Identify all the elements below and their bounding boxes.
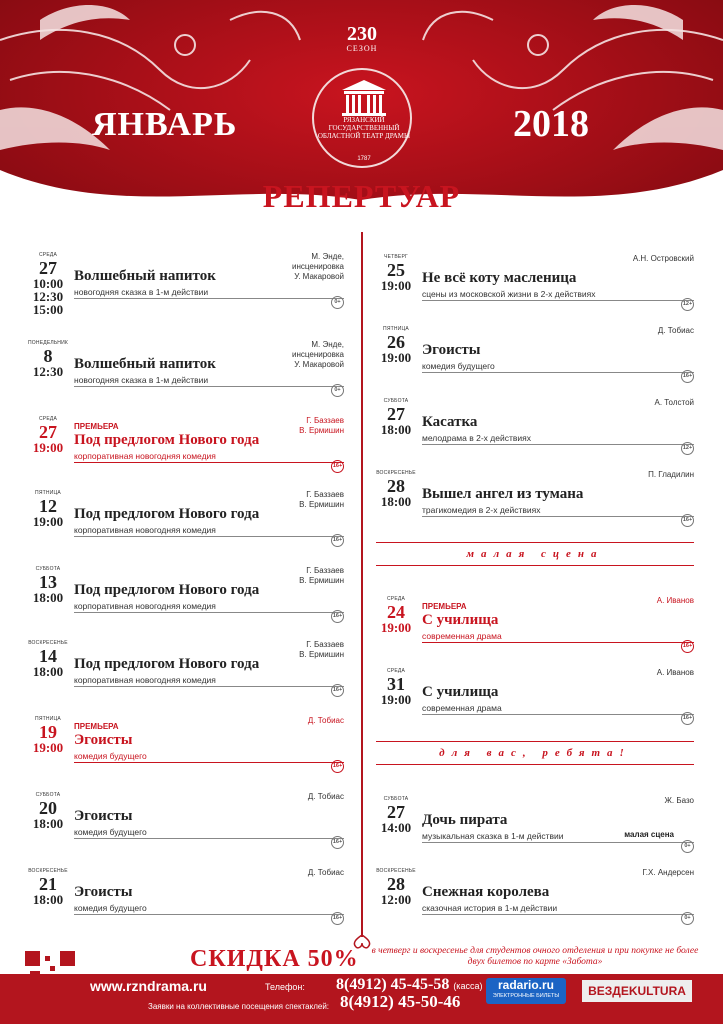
entry-rule [422,300,694,301]
show-time: 19:00 [380,620,412,635]
play-genre: мелодрама в 2-х действиях [422,433,531,443]
author-line: В. Ермишин [299,500,344,509]
entry-date [28,490,68,528]
play-author [648,470,694,480]
play-title: Под предлогом Нового года [74,582,260,598]
website-link[interactable]: www.rzndrama.ru [90,978,207,994]
phone-label: Телефон: [265,982,305,992]
author-line: Г. Баззаев [306,416,344,425]
age-rating-badge: 12+ [681,442,694,455]
play-title: С училища [422,684,499,700]
day-number: 8 [43,346,53,366]
age-rating-badge: 16+ [331,610,344,623]
author-line: Г.Х. Андерсен [642,868,694,877]
day-number: 20 [39,798,57,818]
premiere-badge: ПРЕМЬЕРА [74,422,119,431]
play-author [299,416,344,436]
age-rating-badge: 0+ [331,384,344,397]
author-line: У. Макаровой [294,272,344,281]
author-line: П. Гладилин [648,470,694,479]
day-number: 14 [39,646,57,666]
entry-date [376,668,416,706]
day-number: 27 [387,802,405,822]
play-genre: комедия будущего [422,361,495,371]
weekday: СРЕДА [386,596,405,602]
day-number: 25 [387,260,405,280]
play-genre: корпоративная новогодняя комедия [74,601,216,611]
entry-date [376,398,416,436]
entry-date [28,792,68,830]
play-genre: комедия будущего [74,827,147,837]
play-title: Эгоисты [74,884,133,900]
entry-rule [422,714,694,715]
show-time: 14:00 [380,820,412,835]
play-title: Вышел ангел из тумана [422,486,584,502]
weekday: ПОНЕДЕЛЬНИК [28,340,69,346]
month-label: ЯНВАРЬ [92,106,238,143]
play-genre: трагикомедия в 2-х действиях [422,505,541,515]
play-genre: современная драма [422,631,502,641]
entry-date [376,596,416,634]
day-number: 19 [39,722,57,742]
discount-headline: СКИДКА 50% [190,946,359,972]
author-line: Д. Тобиас [307,868,344,877]
column-divider [361,232,363,937]
entry-date [376,470,416,508]
play-title: Под предлогом Нового года [74,432,260,448]
weekday: ПЯТНИЦА [383,326,409,332]
author-line: А.Н. Островский [632,254,694,263]
weekday: СРЕДА [38,416,57,422]
play-author [657,596,694,606]
play-genre: комедия будущего [74,903,147,913]
radario-logo[interactable] [486,978,566,1004]
author-line: М. Энде, [311,252,344,261]
age-rating-badge: 16+ [331,836,344,849]
author-line: Д. Тобиас [307,792,344,801]
stage-tag: малая сцена [624,830,674,839]
section-small-stage [376,542,694,566]
season-badge [337,24,387,53]
day-number: 21 [39,874,57,894]
weekday: ВОСКРЕСЕНЬЕ [28,868,68,874]
phone-value: 8(4912) 45-45-58 [336,976,450,993]
play-author [308,716,344,726]
show-time: 15:00 [32,302,64,317]
show-time: 19:00 [380,278,412,293]
author-line: Г. Баззаев [306,566,344,575]
entry-rule [74,686,344,687]
section-small-stage-label: малая сцена [466,548,604,560]
author-line: А. Иванов [656,668,694,677]
age-rating-badge: 16+ [681,712,694,725]
weekday: СУББОТА [35,566,61,572]
entry-date [376,326,416,364]
play-genre: сцены из московской жизни в 2-х действиях [422,289,596,299]
age-rating-badge: 12+ [681,298,694,311]
discount-note: в четверг и воскресенье для студентов очного отделения и при покупке не более двух билетов по карте «Забота» [371,946,699,967]
entry-rule [74,762,344,763]
author-line: В. Ермишин [299,576,344,585]
weekday: ВОСКРЕСЕНЬЕ [376,470,416,476]
phone-note: (касса) [453,981,483,991]
play-author [299,490,344,510]
radario-subtitle: ЭЛЕКТРОННЫЕ БИЛЕТЫ [492,993,560,999]
entry-date [376,868,416,906]
day-number: 27 [387,404,405,424]
show-time: 18:00 [32,590,64,605]
section-for-kids-label: для вас, ребята! [439,747,631,759]
age-rating-badge: 16+ [681,640,694,653]
show-time: 18:00 [380,494,412,509]
show-time: 19:00 [380,692,412,707]
entry-date [28,868,68,906]
author-line: Д. Тобиас [657,326,694,335]
entry-rule [74,462,344,463]
author-line: Ж. Базо [664,796,694,805]
play-author [642,868,694,878]
play-title: Эгоисты [74,808,133,824]
play-author [292,340,344,370]
day-number: 12 [39,496,57,516]
author-line: Г. Баззаев [306,490,344,499]
show-time: 12:30 [32,289,64,304]
entry-rule [74,612,344,613]
weekday: СРЕДА [386,668,405,674]
day-number: 31 [387,674,405,694]
play-genre: комедия будущего [74,751,147,761]
play-genre: сказочная история в 1-м действии [422,903,558,913]
play-genre: корпоративная новогодняя комедия [74,451,216,461]
entry-date [28,640,68,678]
entry-rule [74,298,344,299]
author-line: М. Энде, [311,340,344,349]
season-number: 230 [347,23,377,45]
theatre-building-icon [314,70,414,120]
day-number: 27 [39,258,57,278]
age-rating-badge: 16+ [331,534,344,547]
play-genre: современная драма [422,703,502,713]
play-genre: корпоративная новогодняя комедия [74,525,216,535]
entry-date [376,796,416,834]
author-line: В. Ермишин [299,426,344,435]
weekday: СУББОТА [383,398,409,404]
show-time: 10:00 [32,276,64,291]
age-rating-badge: 16+ [331,760,344,773]
show-time: 12:00 [380,892,412,907]
show-time: 12:30 [32,364,64,379]
age-rating-badge: 0+ [331,296,344,309]
weekday: СУББОТА [35,792,61,798]
play-title: Касатка [422,414,478,430]
premiere-badge: ПРЕМЬЕРА [74,722,119,731]
entry-rule [74,386,344,387]
author-line: А. Толстой [654,398,694,407]
show-time: 19:00 [32,514,64,529]
play-genre: корпоративная новогодняя комедия [74,675,216,685]
group-booking-phone[interactable]: 8(4912) 45-50-46 [340,992,461,1011]
play-author [633,254,694,264]
play-author [308,792,344,802]
entry-date [28,416,68,454]
weekday: ВОСКРЕСЕНЬЕ [376,868,416,874]
day-number: 24 [387,602,405,622]
premiere-badge: ПРЕМЬЕРА [422,602,467,611]
day-number: 28 [387,476,405,496]
play-title: Снежная королева [422,884,550,900]
weekday: ЧЕТВЕРГ [384,254,408,260]
play-title: Дочь пирата [422,812,508,828]
play-author [299,640,344,660]
founded-year: 1787 [357,156,371,162]
entry-rule [74,838,344,839]
day-number: 13 [39,572,57,592]
show-time: 18:00 [32,664,64,679]
show-time: 19:00 [32,740,64,755]
play-title: Эгоисты [74,732,133,748]
play-title: Не всё коту масленица [422,270,577,286]
entry-rule [74,914,344,915]
play-title: С училища [422,612,499,628]
radario-name: radario.ru [497,978,554,992]
day-number: 27 [39,422,57,442]
entry-rule [422,914,694,915]
day-number: 26 [387,332,405,352]
page-title: РЕПЕРТУАР [262,178,461,214]
entry-rule [422,842,694,843]
author-line: Д. Тобиас [307,716,344,725]
age-rating-badge: 16+ [331,460,344,473]
year-label: 2018 [513,103,589,145]
play-author [658,326,694,336]
entry-rule [422,444,694,445]
section-for-kids [376,741,694,765]
entry-date [28,566,68,604]
play-title: Под предлогом Нового года [74,656,260,672]
day-number: 28 [387,874,405,894]
play-title: Волшебный напиток [74,356,216,372]
entry-date [28,716,68,754]
play-author [292,252,344,282]
weekday: ВОСКРЕСЕНЬЕ [28,640,68,646]
entry-rule [422,516,694,517]
author-line: инсценировка [292,262,344,271]
theatre-name: РЯЗАНСКИЙ ГОСУДАРСТВЕННЫЙ ОБЛАСТНОЙ ТЕАТР ДРАМЫ [317,116,411,140]
author-line: инсценировка [292,350,344,359]
vezde-kultura-logo[interactable]: ВЕЗДЕKULTURA [582,980,692,1002]
entry-rule [74,536,344,537]
author-line: В. Ермишин [299,650,344,659]
play-author [657,668,694,678]
entry-rule [422,372,694,373]
entry-date [28,340,68,378]
age-rating-badge: 0+ [681,912,694,925]
play-genre: новогодняя сказка в 1-м действии [74,287,209,297]
entry-date [376,254,416,292]
author-line: А. Иванов [656,596,694,605]
entry-date [28,252,68,316]
season-label: СЕЗОН [346,44,378,53]
show-time: 19:00 [32,440,64,455]
weekday: ПЯТНИЦА [35,490,61,496]
play-title: Эгоисты [422,342,481,358]
show-time: 19:00 [380,350,412,365]
weekday: ПЯТНИЦА [35,716,61,722]
age-rating-badge: 16+ [681,514,694,527]
age-rating-badge: 16+ [331,684,344,697]
entry-rule [422,642,694,643]
age-rating-badge: 16+ [681,370,694,383]
show-time: 18:00 [32,892,64,907]
theatre-emblem [312,68,412,168]
author-line: У. Макаровой [294,360,344,369]
play-author [299,566,344,586]
weekday: СУББОТА [383,796,409,802]
play-genre: новогодняя сказка в 1-м действии [74,375,209,385]
play-title: Под предлогом Нового года [74,506,260,522]
play-author [665,796,694,806]
show-time: 18:00 [32,816,64,831]
play-genre: музыкальная сказка в 1-м действии [422,831,564,841]
group-booking-label: Заявки на коллективные посещения спектаклей: [148,1002,330,1011]
age-rating-badge: 0+ [681,840,694,853]
weekday: СРЕДА [38,252,57,258]
age-rating-badge: 16+ [331,912,344,925]
show-time: 18:00 [380,422,412,437]
author-line: Г. Баззаев [306,640,344,649]
play-title: Волшебный напиток [74,268,216,284]
play-author [655,398,694,408]
play-author [308,868,344,878]
